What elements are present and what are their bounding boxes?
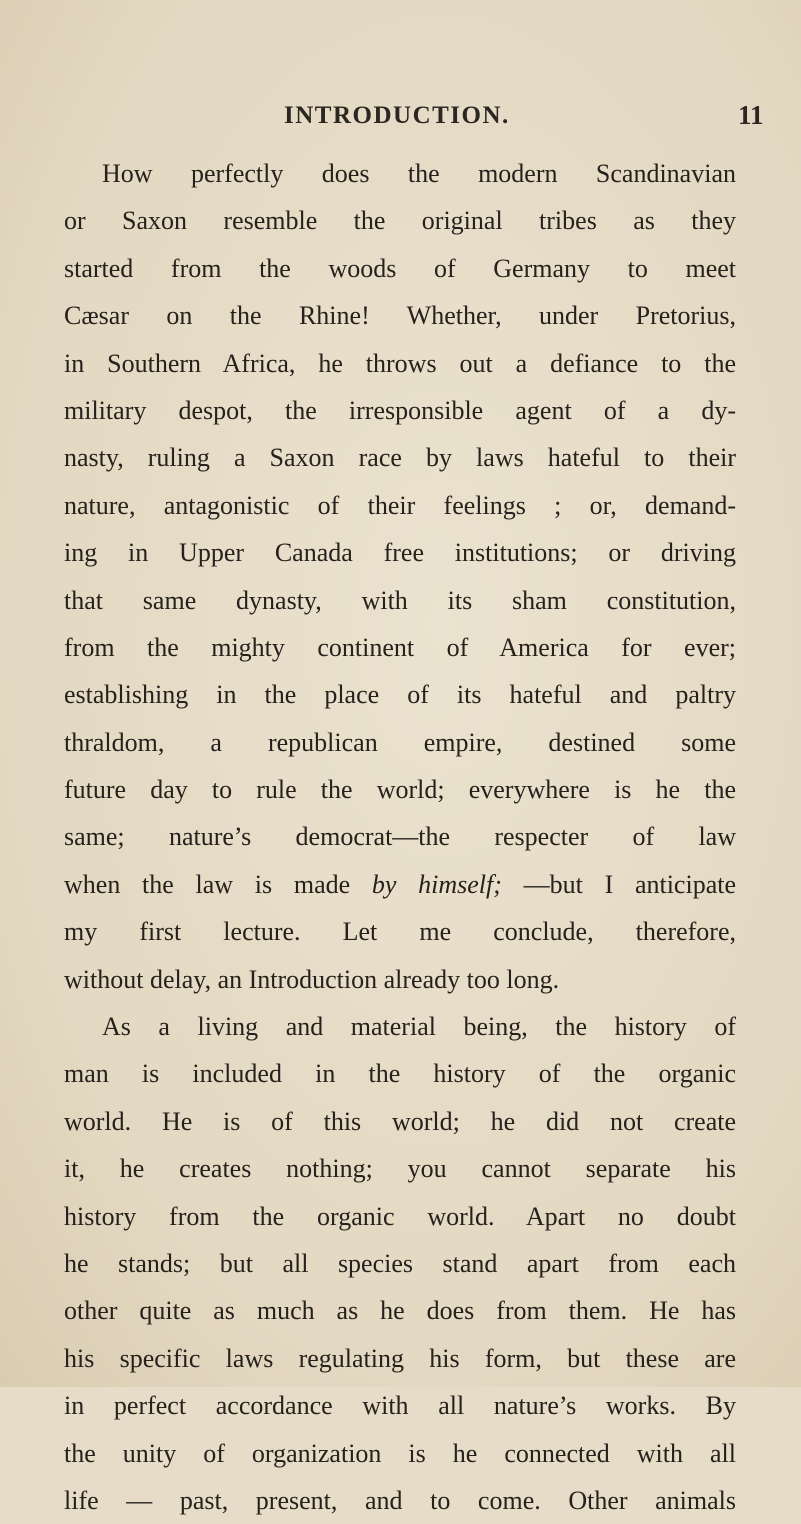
text-line: future day to rule the world; everywhere is he the <box>64 775 736 805</box>
text-line: life — past, present, and to come. Other animals <box>64 1485 736 1515</box>
text-line: nature, antagonistic of their feelings ; or, demand- <box>64 490 736 520</box>
text-line: that same dynasty, with its sham constitution, <box>64 585 736 615</box>
text-line: same; nature’s democrat—the respecter of law <box>64 822 736 852</box>
text-segment: —but I anticipate <box>501 869 737 899</box>
text-line: from the mighty continent of America for ever; <box>64 632 736 662</box>
text-line: How perfectly does the modern Scandinavian <box>102 159 736 188</box>
body-text <box>64 150 736 1524</box>
text-line: ing in Upper Canada free institutions; or driving <box>64 538 736 568</box>
italic-text: by himself; <box>371 869 502 899</box>
text-line: man is included in the history of the organic <box>64 1059 736 1089</box>
text-line: Cæsar on the Rhine! Whether, under Pretorius, <box>64 301 736 331</box>
text-line: thraldom, a republican empire, destined some <box>64 727 736 757</box>
text-line: other quite as much as he does from them. He has <box>64 1296 736 1326</box>
text-line: establishing in the place of its hateful and paltry <box>64 680 736 710</box>
text-line: history from the organic world. Apart no doubt <box>64 1201 736 1231</box>
text-line: without delay, an Introduction already too long. <box>64 964 560 994</box>
text-segment: when the law is made <box>64 869 372 899</box>
text-line: in perfect accordance with all nature’s works. By <box>64 1391 736 1421</box>
text-line: As a living and material being, the history of <box>102 1012 736 1042</box>
page-header <box>0 102 801 142</box>
text-line: it, he creates nothing; you cannot separate his <box>64 1154 736 1184</box>
text-line: or Saxon resemble the original tribes as they <box>64 206 736 236</box>
text-line: world. He is of this world; he did not create <box>64 1106 736 1136</box>
running-head: INTRODUCTION. <box>284 102 510 129</box>
text-line: started from the woods of Germany to meet <box>64 253 736 283</box>
text-line <box>64 861 736 908</box>
text-line: the unity of organization is he connected with all <box>64 1438 736 1468</box>
text-line: in Southern Africa, he throws out a defiance to the <box>64 348 736 378</box>
text-line: military despot, the irresponsible agent of a dy- <box>64 395 736 425</box>
text-line: nasty, ruling a Saxon race by laws hateful to their <box>64 443 736 473</box>
text-line: his specific laws regulating his form, but these are <box>64 1343 736 1373</box>
text-line: my first lecture. Let me conclude, therefore, <box>64 917 736 947</box>
text-line: he stands; but all species stand apart from each <box>64 1248 736 1278</box>
page-number: 11 <box>738 100 764 130</box>
